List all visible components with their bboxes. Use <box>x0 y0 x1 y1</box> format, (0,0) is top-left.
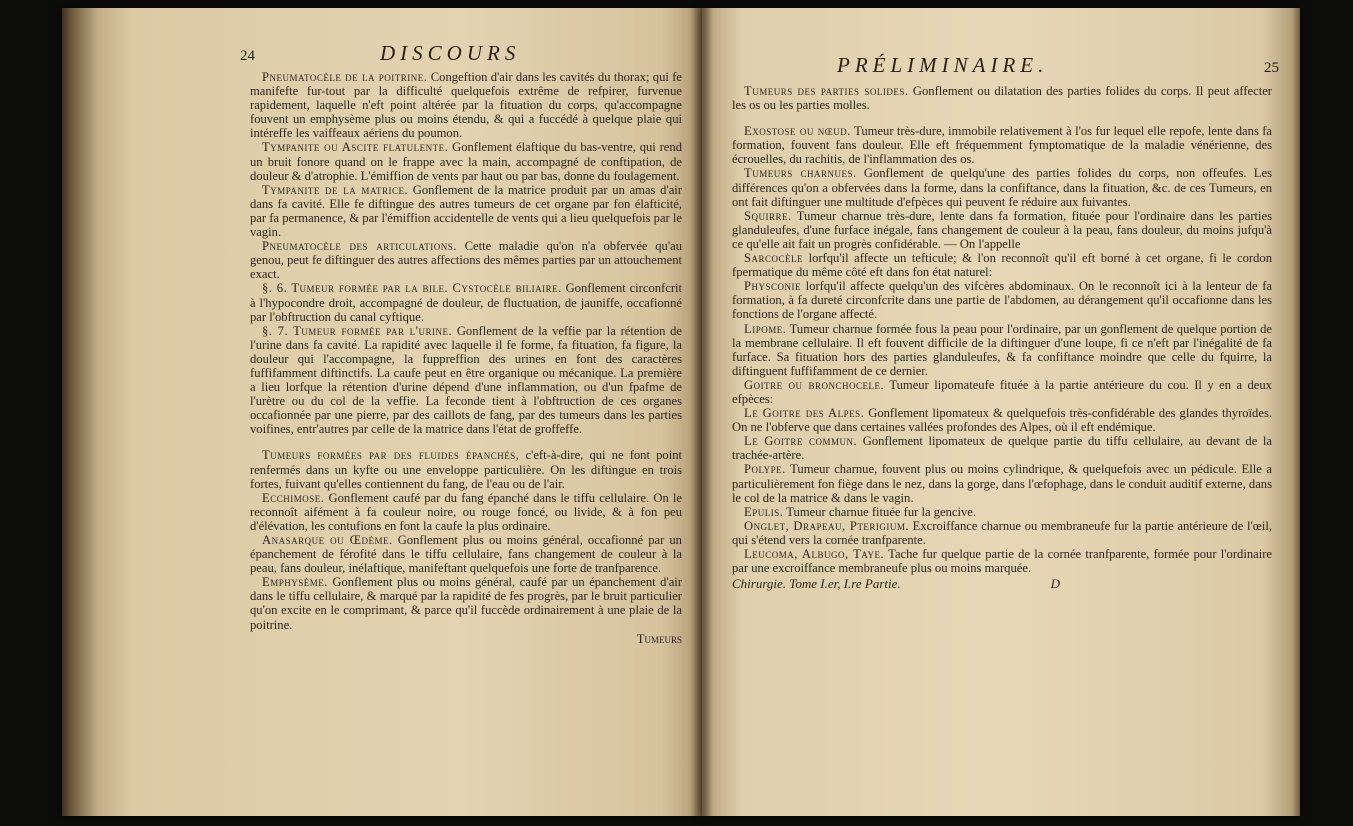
entry-body: Gonflement plus ou moins général, caufé par un épanchement d'air dans le tiffu cellulaire, & marqué par la rapidité de fes progrès, par le bruit particulier qu'on excite en le comprimant, & parce qu'il fuccède ordinairement à une plaie de la poitrine. <box>250 575 682 632</box>
paragraph <box>732 505 1272 519</box>
entry-heading: Le Goitre des Alpes. <box>744 406 865 421</box>
entry-body: c'eft-à-dire, qui ne font point renfermés dans un kyfte ou une enveloppe particulière. On les diftingue en trois fortes, fuivant qu'elles contiennent du fang, de l'eau ou de l'air. <box>250 448 682 491</box>
entry-body: Gonflement lipomateux & quelquefois très-confidérable des glandes thyroïdes. On ne l'obferve que dans certaines vallées profondes des Alpes, où il eft endémique. <box>732 406 1272 435</box>
entry-heading: Polype. <box>744 462 786 477</box>
entry-heading: Goitre ou bronchocele. <box>744 377 885 392</box>
entry-body: Tache fur quelque partie de la cornée tranfparente, formée pour l'ordinaire par une excroiffance membraneufe plus ou moins marquée. <box>732 547 1272 576</box>
footer-title: Chirurgie. Tome I.er, I.re Partie. <box>732 576 901 592</box>
paragraph <box>732 547 1272 575</box>
right-page <box>702 8 1300 816</box>
paragraph <box>732 462 1272 504</box>
paragraph <box>250 281 682 323</box>
paragraph <box>250 183 682 239</box>
paragraph <box>732 84 1272 112</box>
left-page <box>62 8 702 816</box>
footer-line <box>732 577 1272 591</box>
right-page-text <box>732 84 1272 591</box>
paragraph <box>732 209 1272 251</box>
paragraph <box>732 279 1272 321</box>
open-book <box>62 8 1300 816</box>
signature-mark: D <box>1050 576 1061 592</box>
running-header-right: PRÉLIMINAIRE. <box>837 53 1049 77</box>
entry-body: Gonflement de la matrice produit par un amas d'air dans fa cavité. Elle fe diftingue des autres tumeurs de cet organe par fon élafticité, par fa permanence, & par l'émiffion accidentelle de vents qui a lieu quelquefois par le vagin. <box>250 182 682 240</box>
entry-body: Cette maladie qu'on n'a obfervée qu'au genou, peut fe diftinguer des autres affections des mêmes parties par un attouchement exact. <box>250 239 682 282</box>
entry-heading: Pneumatocèle des articulations. <box>262 239 457 254</box>
paragraph <box>732 124 1272 166</box>
entry-body: Gonflement de quelqu'une des parties folides du corps, non offeufes. Les différences qu'on a obfervées dans la forme, dans la confiftance, dans la fituation, &c. de ces Tumeurs, en ont fait diftinguer une multitude d'efpèces qui peuvent fe réduire aux fuivantes. <box>732 166 1272 209</box>
entry-heading: Squirre. <box>744 208 792 223</box>
entry-heading: Tympanite de la matrice. <box>262 182 409 197</box>
paragraph <box>732 406 1272 434</box>
entry-body: Gonflement caufé par du fang épanché dans le tiffu cellulaire. On le reconnoît aifément à fa couleur noire, ou rouge foncé, ou livide, & à fon peu d'élévation, les contufions en font la caufe la plus ordinaire. <box>250 490 682 533</box>
paragraph <box>250 448 682 490</box>
page-number-left: 24 <box>240 48 255 64</box>
paragraph <box>732 519 1272 547</box>
entry-body: lorfqu'il affecte quelqu'un des vifcères abdominaux. On le reconnoît ici à la lenteur de fa formation, à fa dureté circonfcrite dans une partie de l'abdomen, au dérangement qu'il occafionne dans les fonctions de l'organe affecté. <box>732 279 1272 322</box>
entry-body: Gonflement circonfcrit à l'hypocondre droit, accompagné de douleur, de fluctuation, de jauniffe, occafionné par l'obftruction du canal cyftique. <box>250 281 683 324</box>
paragraph <box>250 575 682 631</box>
entry-heading: Epulis. <box>744 504 784 519</box>
entry-body: Gonflement ou dilatation des parties folides du corps. Il peut affecter les os ou les parties molles. <box>732 84 1273 113</box>
entry-body: Tumeur charnue fituée fur la gencive. <box>783 504 977 519</box>
entry-body: Gonflement élaftique du bas-ventre, qui rend un bruit fonore quand on le frappe avec la main, accompagné de conftipation, de douleur & d'atrophie. L'émiffion de vents par haut ou par bas, donne du foulagement. <box>250 140 682 183</box>
entry-heading: Tumeurs formées par des fluides épanchés, <box>262 448 520 463</box>
entry-body: Tumeur très-dure, immobile relativement à l'os fur lequel elle repofe, lente dans fa formation, fouvent fans douleur. Elle eft fréquemment fymptomatique de la maladie vénérienne, des écrouelles, du rachitis, de l'inflammation des os. <box>732 124 1273 167</box>
entry-heading: Exostose ou nœud. <box>744 124 851 139</box>
entry-heading: Lipome. <box>744 321 787 336</box>
entry-body: Tumeur charnue, fouvent plus ou moins cylindrique, & quelquefois avec un pédicule. Elle a particulièrement fon fiège dans le nez, dans la gorge, dans l'œfophage, dans le conduit auditif externe, dans le col de la matrice & dans le vagin. <box>732 462 1272 505</box>
running-header-left: DISCOURS <box>380 41 521 65</box>
entry-body: Gonflement lipomateux de quelque partie du tiffu cellulaire, au devant de la trachée-artère. <box>732 434 1272 463</box>
entry-body: Gonflement plus ou moins général, occafionné par un épanchement de férofité dans le tiffu cellulaire, fans changement de couleur à la peau, fans douleur, inélaftique, manifeftant quelquefois une forte de tranfparence. <box>250 533 682 576</box>
paragraph <box>732 434 1272 462</box>
paragraph <box>732 166 1272 208</box>
entry-heading: Leucoma, Albugo, Taye. <box>744 547 885 561</box>
entry-body: Excroiffance charnue ou membraneufe fur la partie antérieure de l'œil, qui s'étend vers la cornée tranfparente. <box>732 518 1272 547</box>
paragraph <box>250 239 682 281</box>
entry-body: Congeftion d'air dans les cavités du thorax; qui fe manifefte fur-tout par la difficulté quelquefois extrême de refpirer, furvenue rapidement, laquelle n'eft point altérée par la fituation du corps, qu'accompagne fouvent un emphysème plus ou moins étendu, & qui a fuccédé à quelque plaie qui intéreffe les vaiffeaux aériens du poumon. <box>250 70 683 141</box>
entry-heading: Tympanite ou Ascite flatulente. <box>262 140 449 155</box>
entry-body: Tumeur charnue formée fous la peau pour l'ordinaire, par un gonflement de quelque portion de la membrane cellulaire. Il eft fouvent difficile de la diftinguer d'une loupe, fi ce n'eft par l'inégalité de fa furface. Sa fituation hors des parties glanduleufes, & fa confiftance moindre que celle du fquirre, la diftinguent fuffifamment de ce dernier. <box>732 321 1272 378</box>
entry-heading: Sarcocèle <box>744 251 804 266</box>
paragraph <box>732 322 1272 378</box>
entry-heading: Pneumatocèle de la poitrine. <box>262 70 428 84</box>
paragraph <box>250 70 682 140</box>
entry-heading: Le Goitre commun. <box>744 434 858 449</box>
entry-heading: Tumeurs charnues. <box>744 166 857 181</box>
entry-heading: §. 7. Tumeur formée par l'urine. <box>262 323 453 338</box>
entry-heading: Anasarque ou Œdème. <box>262 533 393 547</box>
paragraph <box>732 251 1272 279</box>
entry-heading: Physconie <box>744 279 802 294</box>
entry-body: Tumeur lipomateufe fituée à la partie antérieure du cou. Il y en a deux efpèces: <box>732 377 1272 406</box>
paragraph <box>250 140 682 182</box>
catchword: Tumeurs <box>636 631 682 646</box>
paragraph <box>250 533 682 575</box>
entry-heading: Tumeurs des parties solides. <box>744 84 909 98</box>
paragraph-gap <box>732 112 1272 124</box>
entry-body: lorfqu'il affecte un tefticule; & l'on reconnoît qu'il eft borné à cet organe, fi le cordon fpermatique du même côté eft dans fon état naturel: <box>732 251 1272 280</box>
paragraph <box>250 324 682 437</box>
entry-body: Tumeur charnue très-dure, lente dans fa formation, fituée pour l'ordinaire dans les parties glanduleufes, d'une furface inégale, fans changement de couleur à la peau, fans douleur, du moins jufqu'à ce qu'elle ait fait un progrès confidérable. — On l'appelle <box>732 208 1272 251</box>
entry-heading: Ecchimose. <box>262 490 325 505</box>
left-page-text <box>250 70 682 646</box>
page-number-right: 25 <box>1264 60 1279 76</box>
paragraph <box>732 378 1272 406</box>
entry-heading: Emphysème. <box>262 575 328 590</box>
entry-body: Gonflement de la veffie par la rétention de l'urine dans fa cavité. La rapidité avec laquelle il fe forme, fa fituation, fa figure, la douleur qui l'accompagne, la fuppreffion des urines en font des caractères fuffifamment diftinctifs. La caufe peut en être organique ou mécanique. La première a lieu lorfque la rétention d'urine dépend d'une inflammation, ou d'un fpafme de l'urètre ou du col de la veffie. La feconde tient à l'obftruction de ces organes occafionnée par une pierre, par des caillots de fang, par des tumeurs dans les parties voifines, entr'autres par celle de la matrice dans l'état de groffeffe. <box>250 323 682 437</box>
paragraph <box>250 491 682 533</box>
paragraph-gap <box>250 436 682 448</box>
entry-heading: Onglet, Drapeau, Pterigium. <box>744 518 909 533</box>
entry-heading: §. 6. Tumeur formée par la bile. Cystocèle biliaire. <box>262 281 562 296</box>
